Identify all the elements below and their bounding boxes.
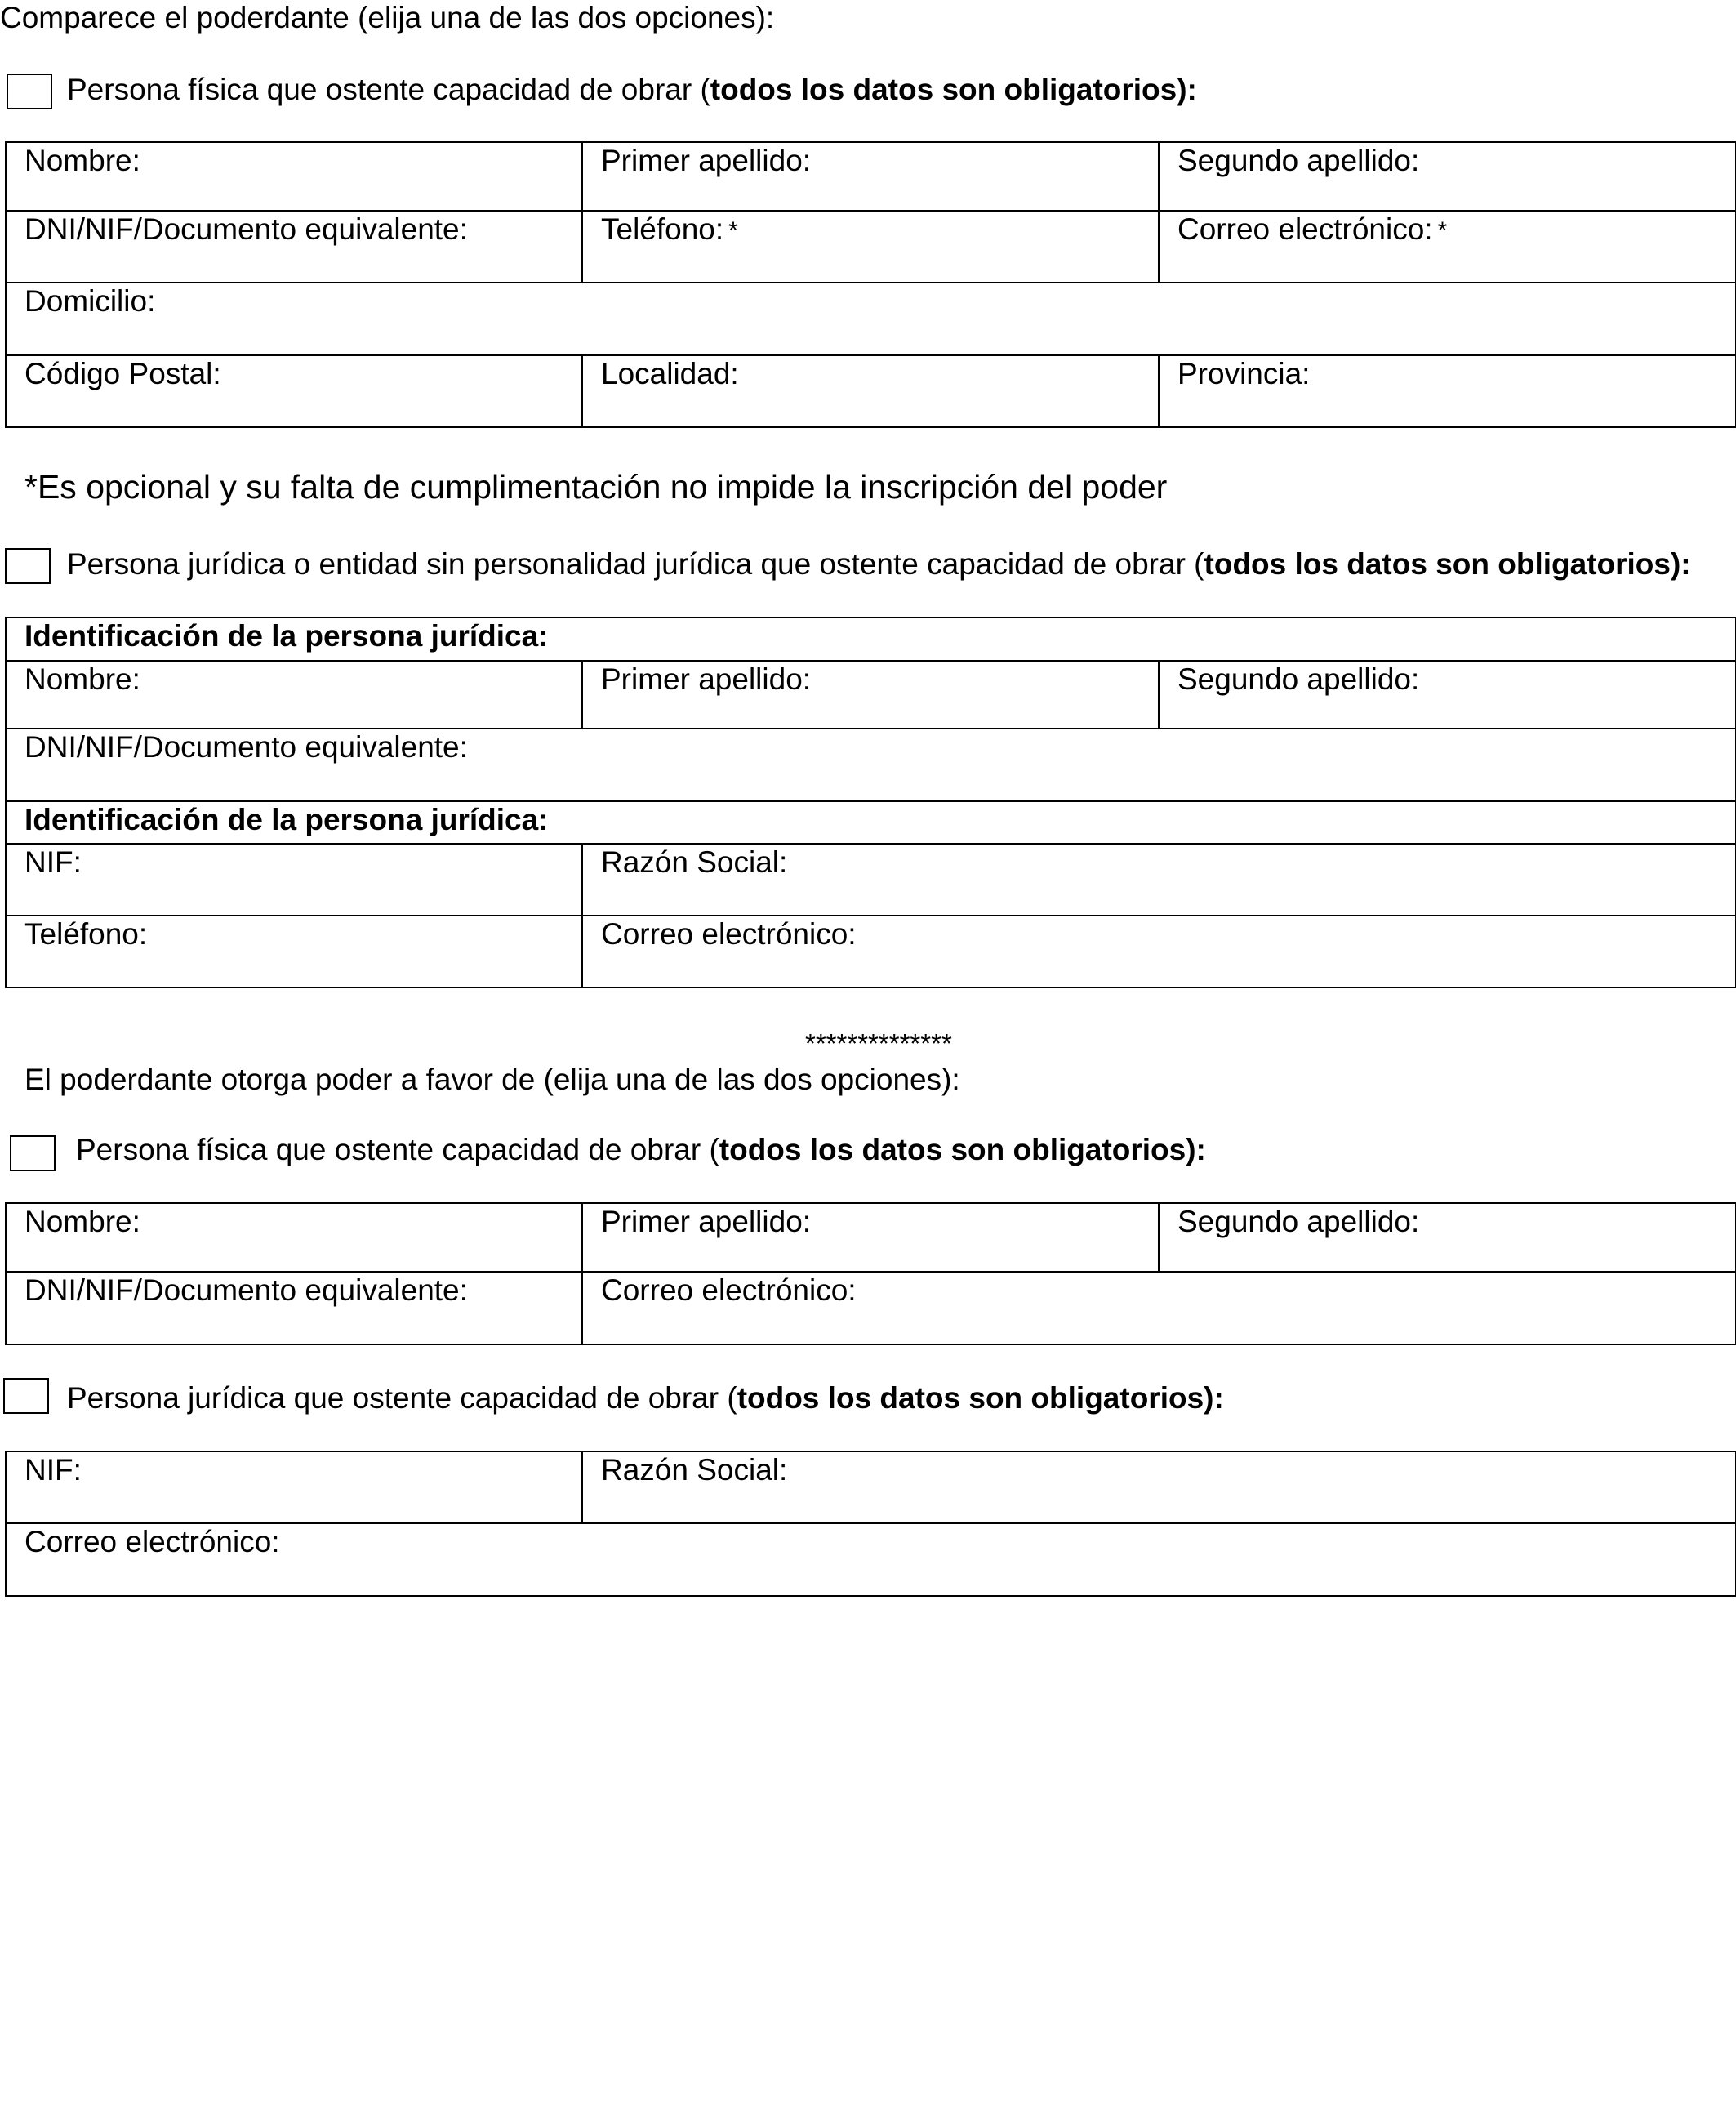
primer-apellido-label: Primer apellido: — [601, 144, 812, 177]
telefono-label: Teléfono: — [601, 212, 724, 246]
nombre-label: Nombre: — [24, 662, 140, 696]
codigo-postal-field[interactable] — [6, 355, 582, 427]
nif-label: NIF: — [24, 1453, 82, 1487]
segundo-apellido-field[interactable] — [1159, 142, 1736, 211]
option-label-bold: todos los datos son obligatorios): — [1204, 547, 1691, 581]
segundo-apellido-field[interactable] — [1159, 1203, 1736, 1272]
nif-field[interactable] — [6, 1451, 582, 1523]
dni-label: DNI/NIF/Documento equivalente: — [24, 730, 468, 764]
option-label-bold: todos los datos son obligatorios): — [719, 1133, 1206, 1166]
correo-label: Correo electrónico: — [24, 1525, 280, 1558]
nombre-label: Nombre: — [24, 144, 140, 177]
provincia-label: Provincia: — [1177, 357, 1311, 390]
section-separator: ************** — [805, 1028, 952, 1059]
provincia-field[interactable] — [1159, 355, 1736, 427]
localidad-label: Localidad: — [601, 357, 739, 390]
representante-header — [6, 617, 1736, 661]
domicilio-label: Domicilio: — [24, 284, 156, 318]
poderdante-juridica-option-label — [67, 548, 1691, 582]
apoderado-fisica-option-label — [76, 1134, 1206, 1167]
correo-label: Correo electrónico: — [601, 917, 857, 951]
optional-asterisk: * — [728, 217, 738, 244]
apoderado-juridica-option-label — [67, 1382, 1224, 1415]
poderdante-fisica-table — [5, 141, 1736, 428]
nif-label: NIF: — [24, 845, 82, 879]
telefono-label: Teléfono: — [24, 917, 148, 951]
razon-social-field[interactable] — [582, 1451, 1736, 1523]
optional-asterisk: * — [1437, 217, 1448, 244]
section2-intro: El poderdante otorga poder a favor de (elija una de las dos opciones): — [24, 1063, 960, 1096]
dni-label: DNI/NIF/Documento equivalente: — [24, 1273, 468, 1307]
primer-apellido-label: Primer apellido: — [601, 662, 812, 696]
option-label-text: Persona física que ostente capacidad de obrar ( — [67, 73, 710, 106]
correo-label: Correo electrónico: — [1177, 212, 1433, 246]
correo-field[interactable] — [6, 1523, 1736, 1596]
segundo-apellido-field[interactable] — [1159, 661, 1736, 729]
option-label-text: Persona física que ostente capacidad de obrar ( — [76, 1133, 719, 1166]
section1-intro: Comparece el poderdante (elija una de las dos opciones): — [0, 1, 775, 34]
dni-field[interactable] — [6, 211, 582, 283]
nombre-field[interactable] — [6, 142, 582, 211]
primer-apellido-field[interactable] — [582, 142, 1159, 211]
primer-apellido-field[interactable] — [582, 661, 1159, 729]
segundo-apellido-label: Segundo apellido: — [1177, 662, 1420, 696]
correo-field[interactable] — [582, 1272, 1736, 1344]
nombre-label: Nombre: — [24, 1205, 140, 1238]
nombre-field[interactable] — [6, 661, 582, 729]
nif-field[interactable] — [6, 844, 582, 916]
poderdante-fisica-checkbox[interactable] — [7, 74, 52, 109]
representante-header-text: Identificación de la persona jurídica: — [24, 619, 549, 653]
poderdante-fisica-option-label — [67, 74, 1197, 107]
razon-social-label: Razón Social: — [601, 845, 788, 879]
domicilio-field[interactable] — [6, 283, 1736, 355]
primer-apellido-field[interactable] — [582, 1203, 1159, 1272]
correo-label: Correo electrónico: — [601, 1273, 857, 1307]
option-label-text: Persona jurídica que ostente capacidad de obrar ( — [67, 1381, 737, 1415]
dni-field[interactable] — [6, 1272, 582, 1344]
apoderado-fisica-checkbox[interactable] — [10, 1135, 56, 1171]
option-label-bold: todos los datos son obligatorios): — [710, 73, 1197, 106]
poderdante-juridica-table — [5, 617, 1736, 988]
persona-juridica-header — [6, 801, 1736, 844]
option-label-text: Persona jurídica o entidad sin personalidad jurídica que ostente capacidad de obrar ( — [67, 547, 1204, 581]
correo-field[interactable] — [1159, 211, 1736, 283]
optional-note: *Es opcional y su falta de cumplimentación no impide la inscripción del poder — [24, 468, 1168, 506]
persona-juridica-header-text: Identificación de la persona jurídica: — [24, 803, 549, 836]
razon-social-label: Razón Social: — [601, 1453, 788, 1487]
nombre-field[interactable] — [6, 1203, 582, 1272]
telefono-field[interactable] — [6, 916, 582, 987]
apoderado-juridica-table — [5, 1451, 1736, 1597]
option-label-bold: todos los datos son obligatorios): — [737, 1381, 1224, 1415]
codigo-postal-label: Código Postal: — [24, 357, 221, 390]
dni-label: DNI/NIF/Documento equivalente: — [24, 212, 468, 246]
segundo-apellido-label: Segundo apellido: — [1177, 1205, 1420, 1238]
dni-field[interactable] — [6, 729, 1736, 801]
primer-apellido-label: Primer apellido: — [601, 1205, 812, 1238]
razon-social-field[interactable] — [582, 844, 1736, 916]
correo-field[interactable] — [582, 916, 1736, 987]
poderdante-juridica-checkbox[interactable] — [5, 548, 51, 584]
apoderado-juridica-checkbox[interactable] — [3, 1378, 49, 1414]
apoderado-fisica-table — [5, 1202, 1736, 1345]
telefono-field[interactable] — [582, 211, 1159, 283]
localidad-field[interactable] — [582, 355, 1159, 427]
segundo-apellido-label: Segundo apellido: — [1177, 144, 1420, 177]
